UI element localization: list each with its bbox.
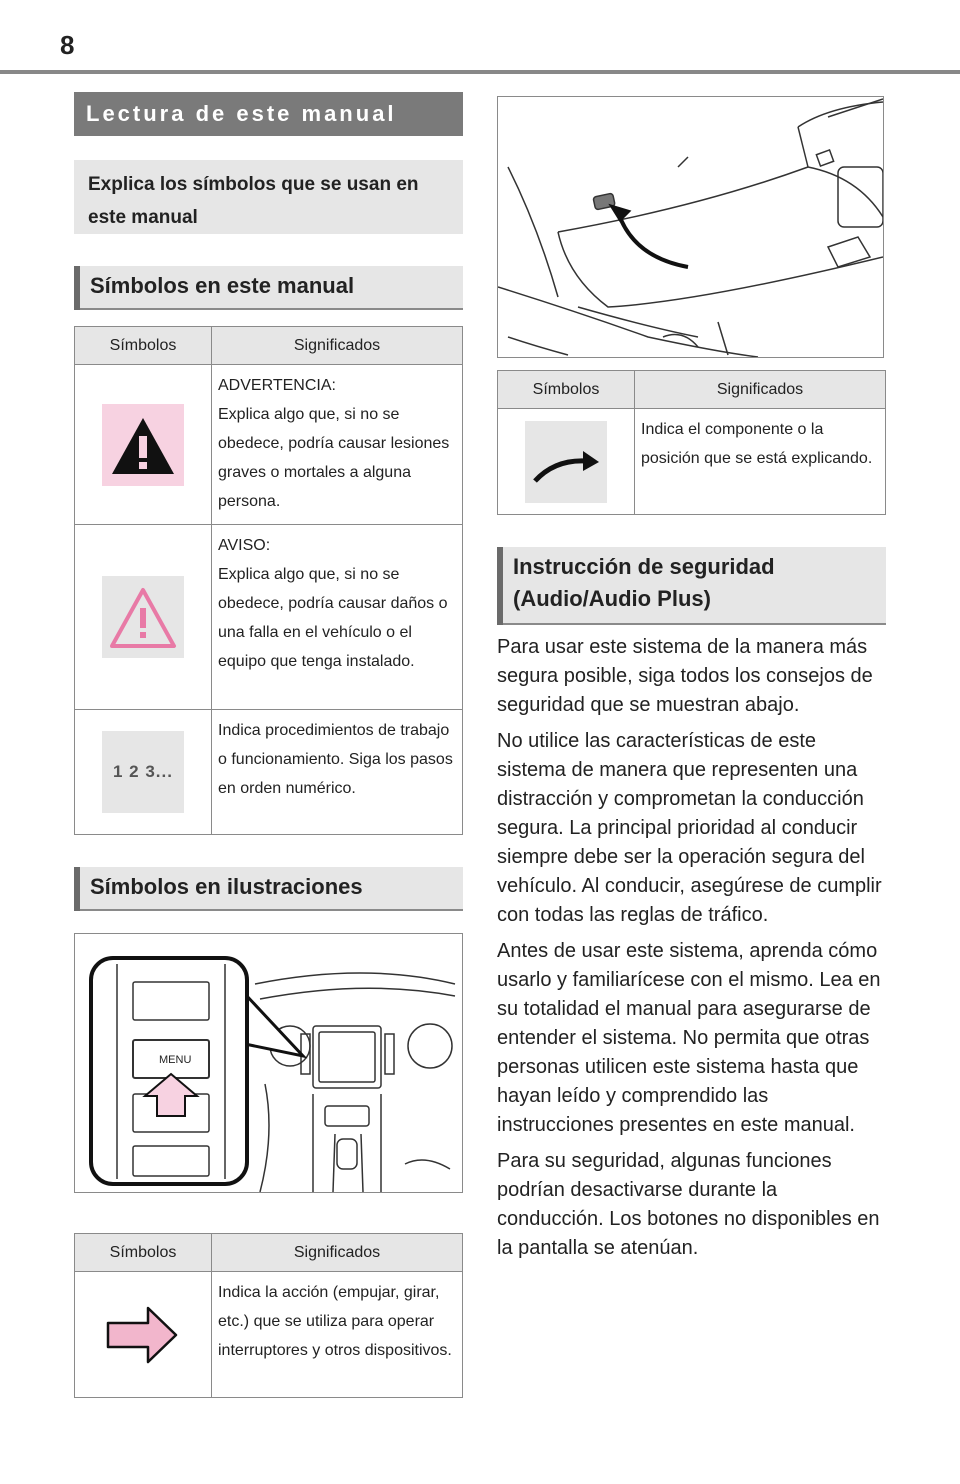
header-symbols: Símbolos [75,327,212,365]
section-title-safety: Instrucción de seguridad (Audio/Audio Plus) [497,547,886,625]
paragraph: Para usar este sistema de la manera más segura posible, siga todos los consejos de seguridad que se muestran abajo. [497,636,873,716]
paragraph: Antes de usar este sistema, aprenda cómo usarlo y familiarícese con el mismo. Lea en su totalidad el manual para asegurarse de entender el sistema. No permita que otras personas utilicen este sistema hasta que hayan leído y comprendido las instrucciones presentes en este manual. [497,940,881,1136]
steps-icon: 1 2 3... [102,731,184,813]
paragraph: Para su seguridad, algunas funciones podrían desactivarse durante la conducción. Los botones no disponibles en la pantalla se atenúan. [497,1150,880,1259]
menu-button-label: MENU [159,1054,192,1066]
table-row [75,1272,463,1398]
page-number: 8 [60,30,75,60]
overhead-console-illustration [497,96,884,358]
row-meaning: Indica la acción (empujar, girar, etc.) que se utiliza para operar interruptores y otros dispositivos. [212,1272,463,1398]
table-row [75,525,463,710]
top-divider [0,70,960,74]
header-meanings: Significados [635,371,886,409]
component-symbols-table [497,370,886,515]
section-title-symbols-illustrations: Símbolos en ilustraciones [74,867,463,911]
warning-triangle-icon [102,404,184,486]
row-meaning: Indica el componente o la posición que se está explicando. [635,409,886,515]
header-meanings: Significados [212,327,463,365]
pink-arrow-icon [102,1300,184,1370]
illustration-symbols-table [74,1233,463,1398]
table-row [75,365,463,525]
left-column [74,92,463,1398]
safety-body [497,633,886,1263]
main-title: Lectura de este manual [74,92,463,136]
header-symbols: Símbolos [498,371,635,409]
section-title-symbols-manual: Símbolos en este manual [74,266,463,310]
header-symbols: Símbolos [75,1234,212,1272]
summary-box: Explica los símbolos que se usan en este manual [74,160,463,234]
symbols-table [74,326,463,835]
row-meaning: AVISO: Explica algo que, si no se obedece, podría causar daños o una falla en el vehículo o el equipo que tenga instalado. [212,525,463,710]
paragraph: No utilice las características de este sistema de manera que representen una distracción y comprometan la conducción segura. La principal prioridad al conducir siempre debe ser la operación segura del vehículo. Al conducir, asegúrese de cumplir con todas las reglas de tráfico. [497,730,882,926]
table-row [75,710,463,835]
caution-triangle-icon [102,576,184,658]
table-row [498,409,886,515]
curved-arrow-icon [525,421,607,503]
row-meaning: Indica procedimientos de trabajo o funcionamiento. Siga los pasos en orden numérico. [212,710,463,835]
right-column [497,96,886,1270]
dashboard-illustration [74,933,463,1193]
header-meanings: Significados [212,1234,463,1272]
row-meaning: ADVERTENCIA: Explica algo que, si no se obedece, podría causar lesiones graves o mortales a alguna persona. [212,365,463,525]
